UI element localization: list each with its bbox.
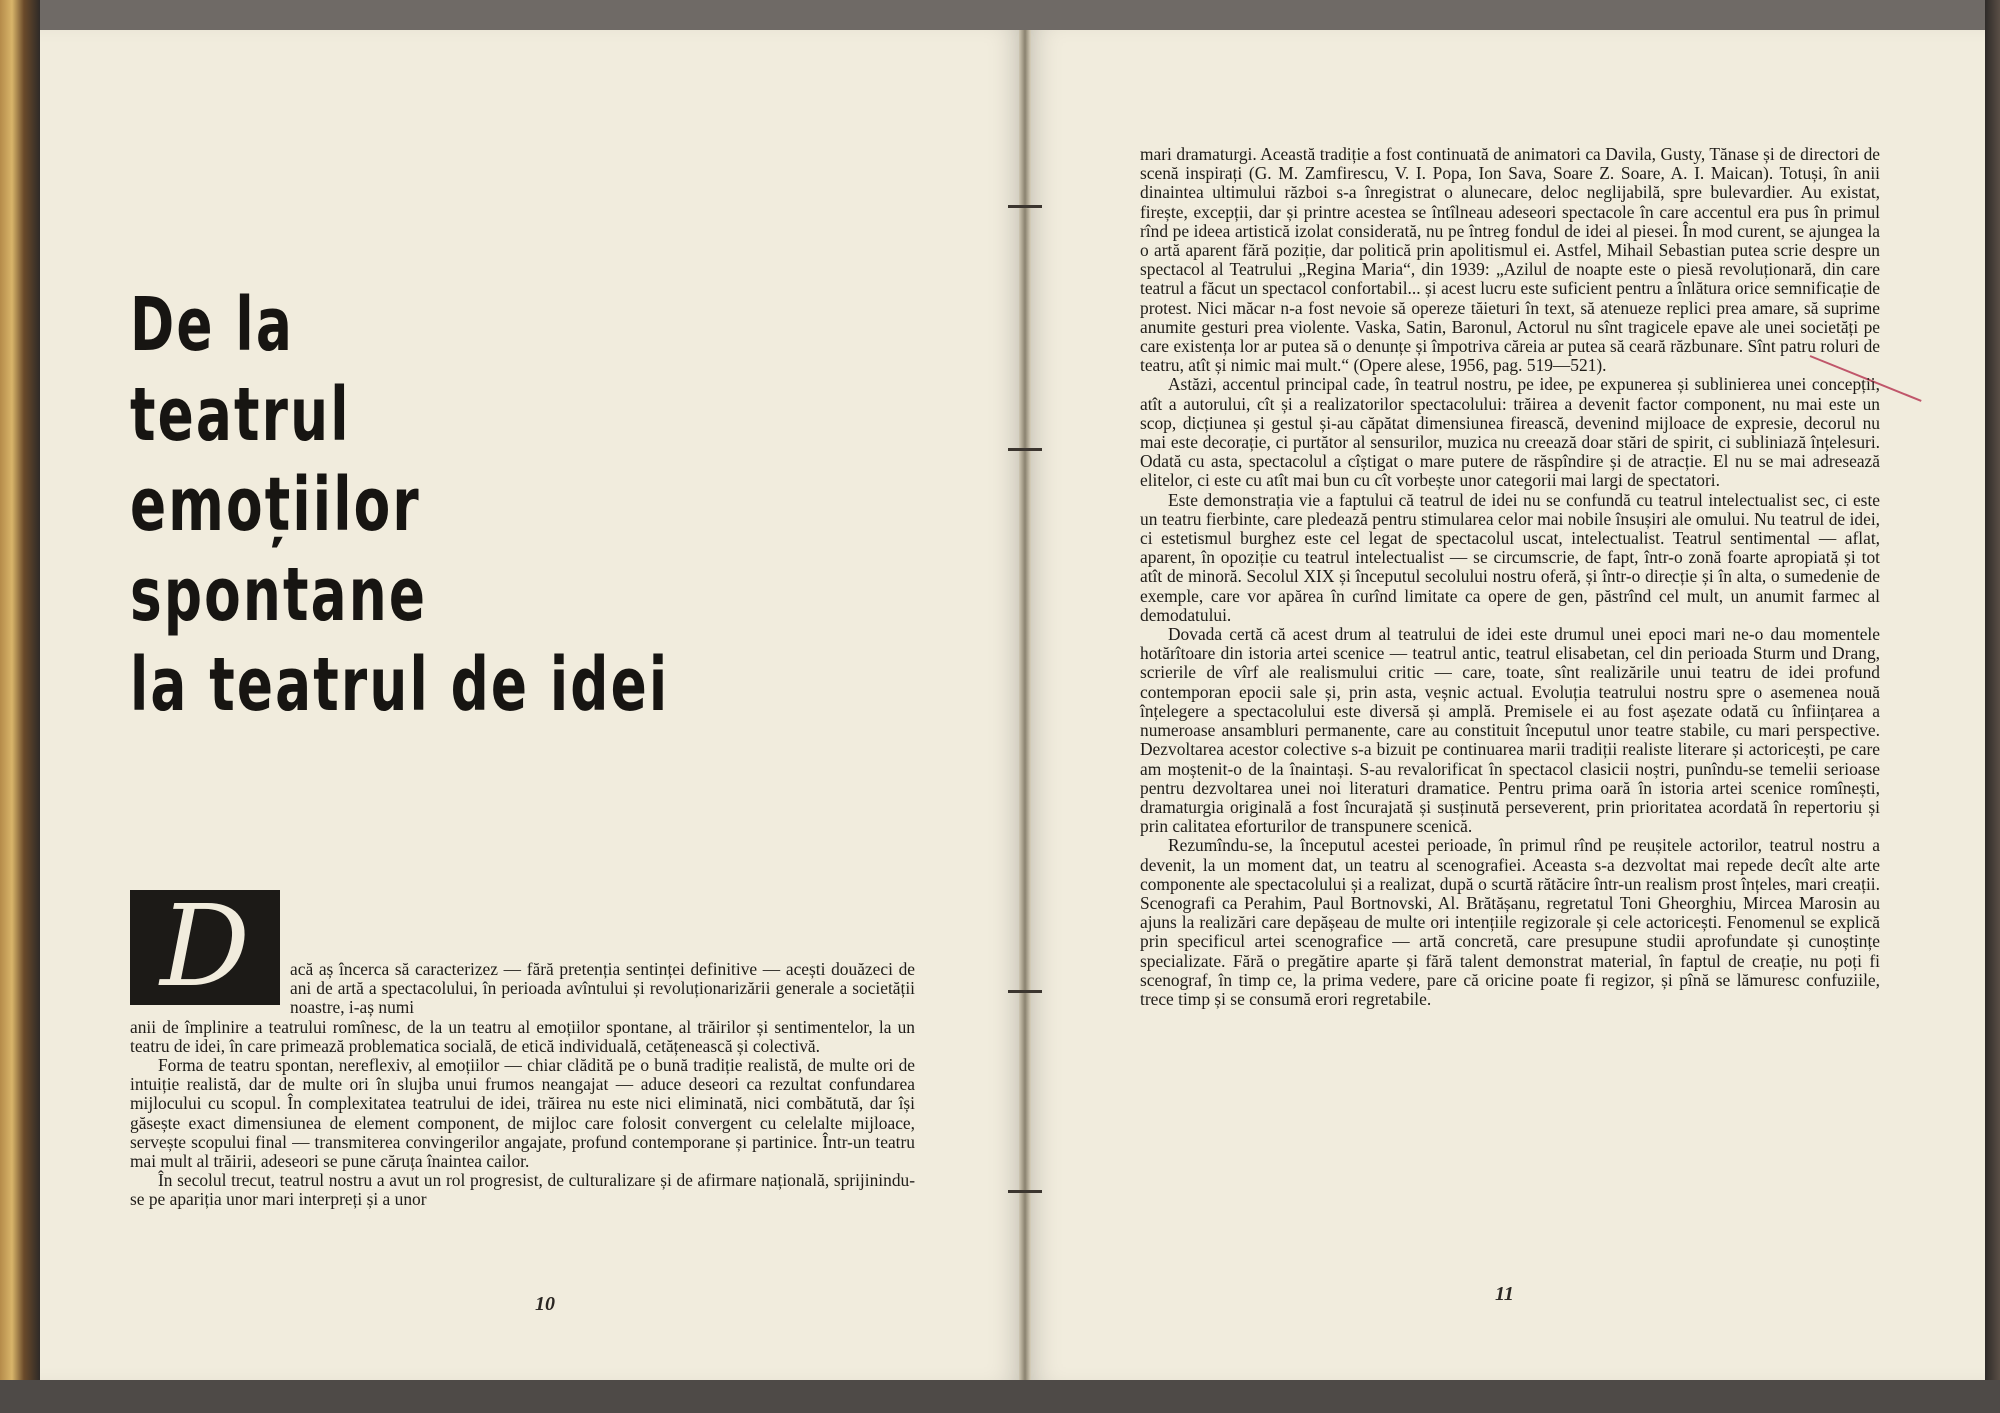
- page-number-left: 10: [535, 1293, 555, 1315]
- spine-stitch: [1008, 448, 1042, 451]
- drop-cap: D: [130, 890, 280, 1005]
- paragraph: Astăzi, accentul principal cade, în teatrul nostru, pe idee, pe expunerea și sublinierea unei concepții, atît a autorului, cît și a realizatorilor spectacolului: trăirea a devenit factor component, nu mai este un scop, dicțiunea și gestul și-au căpătat dimensiunea firească, devenind mijloace de expresie, decorul nu mai este decorație, ci purtător al sensurilor, muzica nu creează doar stări de spirit, ci subliniază înțelesuri. Odată cu asta, spectacolul a cîștigat o mare putere de răspîndire și de atracție. El nu se mai adresează elitelor, ci este cu atît mai bun cu cît vorbește unor categorii mai largi de spectatori.: [1140, 374, 1880, 491]
- right-page-text: [1140, 145, 1880, 1009]
- paragraph: Rezumîndu-se, la începutul acestei perioade, în primul rînd pe reușitele actorilor, teatrul nostru a devenit, la un moment dat, un teatru al scenografiei. Aceasta s-a dezvoltat mai repede decît alte arte componente ale spectacolului și a realizat, după o scurtă rătăcire într-un realism prost înțeles, mari creații. Scenografi ca Perahim, Paul Bortnovski, Al. Brătășanu, regretatul Toni Gheorghiu, Mircea Marosin au ajuns la realizări care depășeau de multe ori intențiile regizorale și cele actoricești. Fenomenul se explică prin specificul artei scenografice — artă concretă, care presupune studii aprofundate și cunoștințe specializate. Fără o pregătire aparte și fără talent demonstrat material, în faptul de creație, nu poți fi scenograf, în timp ce, la prima vedere, pare că oricine poate fi regizor, și pînă se lămuresc confuziile, trece timp și se consumă erori regretabile.: [1140, 835, 1880, 1009]
- paragraph: În secolul trecut, teatrul nostru a avut un rol progresist, de culturalizare și de afirmare națională, sprijinindu-se pe apariția unor mari interpreți și a unor: [130, 1170, 915, 1210]
- book-spine: [1019, 30, 1031, 1380]
- title-line: De la: [130, 282, 294, 368]
- page-number-right: 11: [1495, 1283, 1514, 1305]
- paragraph: mari dramaturgi. Această tradiție a fost continuată de animatori ca Davila, Gusty, Tănase și de directori de scenă inspirați (G. M. Zamfirescu, V. I. Popa, Ion Sava, Soare Z. Soare, A. I. Maican). Totuși, în anii dinaintea ultimului război s-a înregistrat o alunecare, deloc neglijabilă, spre bulevardier. Au existat, firește, excepții, dar și printre acestea se întîlneau adeseori spectacole în care accentul era pus în primul rînd pe ideea artistică izolat considerată, nu pe întreg fondul de idei al piesei. În mod curent, se ajungea la o artă aparent fără poziție, dar politică prin apolitismul ei. Astfel, Mihail Sebastian putea scrie despre un spectacol al Teatrului „Regina Maria“, din 1939: „Azilul de noapte este o piesă revoluționară, din care teatrul a făcut un spectacol confortabil... și acest lucru este suficient pentru a înlătura orice semnificație de protest. Nici măcar n-a fost nevoie să opereze tăieturi în text, să atenueze replici prea amare, să suprime anumite gesturi prea violente. Vaska, Satin, Baronul, Actorul nu sînt tragicele epave ale unei societăți pe care existența lor ar putea să o denunțe și împotriva căreia ar putea să ceară răzbunare. Sînt patru roluri de teatru, atît și nimic mai mult.“ (Opere alese, 1956, pag. 519—521).: [1140, 144, 1880, 376]
- left-page-text: [130, 960, 915, 1210]
- paragraph: anii de împlinire a teatrului romînesc, de la un teatru al emoțiilor spontane, al trăirilor și sentimentelor, la un teatru de idei, în care primează problematica socială, de etică individuală, cetățenească și colectivă.: [130, 1016, 915, 1056]
- spine-stitch: [1008, 1190, 1042, 1193]
- title-line: emoțiilor: [130, 462, 421, 548]
- paragraph: acă aș încerca să caracterizez — fără pretenția sentinței definitive — acești douăzeci de ani de artă a spectacolului, în perioada avîntului și revoluționarizării generale a societății noastre, i-aș numi: [290, 959, 915, 1018]
- book-right-edge: [1985, 0, 2000, 1413]
- title-line: la teatrul de idei: [130, 642, 670, 728]
- paragraph: Este demonstrația vie a faptului că teatrul de idei nu se confundă cu teatrul intelectualist sec, ci este un teatru fierbinte, care pledează pentru stimularea celor mai nobile însușiri ale omului. Nu teatrul de idei, ci estetismul burghez este cel legat de spectacolul uscat, intelectualist. Teatrul sentimental — aflat, aparent, în opoziție cu teatrul intelectualist — se circumscrie, de fapt, într-o zonă foarte apropiată și tot atît de minoră. Secolul XIX și începutul secolului nostru oferă, și într-o direcție și în alta, o sumedenie de exemple, care vor apărea în curînd limitate ca opere de gen, păstrînd cel mult, un anumit farmec al demodatului.: [1140, 489, 1880, 625]
- title-line: teatrul: [130, 372, 351, 458]
- paragraph: Dovada certă că acest drum al teatrului de idei este drumul unei epoci mari ne-o dau momentele hotărîtoare din istoria artei scenice — teatrul antic, teatrul elisabetan, cel din perioada Sturm und Drang, scrierile de vîrf ale realismului critic — care, toate, sînt realizările unui teatru de idei profund contemporan epocii sale și, prin asta, veșnic actual. Evoluția teatrului nostru spre o asemenea nouă înțelegere a spectacolului este diversă și amplă. Premisele ei au fost așezate odată cu înființarea a numeroase ansambluri permanente, care au constituit începutul unor teatre stabile, cu mari perspective. Dezvoltarea acestor colective s-a bizuit pe continuarea marii tradiții realiste literare și actoricești, pe care am moștenit-o de la înaintași. S-au revalorificat în spectacol clasicii noștri, punîndu-se temelii serioase pentru dezvoltarea unei noi literaturi dramatice. Pentru prima oară în istoria artei scenice romînești, dramaturgia originală a fost încurajată și susținută perseverent, prin prioritatea acordată în repertoriu și prin calitatea eforturilor de transpunere scenică.: [1140, 624, 1880, 837]
- paragraph: Forma de teatru spontan, nereflexiv, al emoțiilor — chiar clădită pe o bună tradiție realistă, de multe ori de intuiție realistă, dar de multe ori în slujba unui frumos neangajat — aduce deseori ca rezultat confundarea mijlocului cu scopul. În complexitatea teatrului de idei, trăirea nu este nici eliminată, nici combătută, dar își găsește exact dimensiunea de element component, de mijloc care folosit convergent cu celelalte mijloace, servește scopului final — transmiterea convingerilor angajate, profund contemporane și partinice. Într-un teatru mai mult al trăirii, adeseori se pune căruța înaintea cailor.: [130, 1055, 915, 1172]
- spine-stitch: [1008, 205, 1042, 208]
- book-bottom-shadow: [0, 1380, 2000, 1413]
- spine-stitch: [1008, 990, 1042, 993]
- title-line: spontane: [130, 552, 428, 638]
- article-title: [130, 280, 690, 730]
- book-left-edge: [0, 0, 40, 1413]
